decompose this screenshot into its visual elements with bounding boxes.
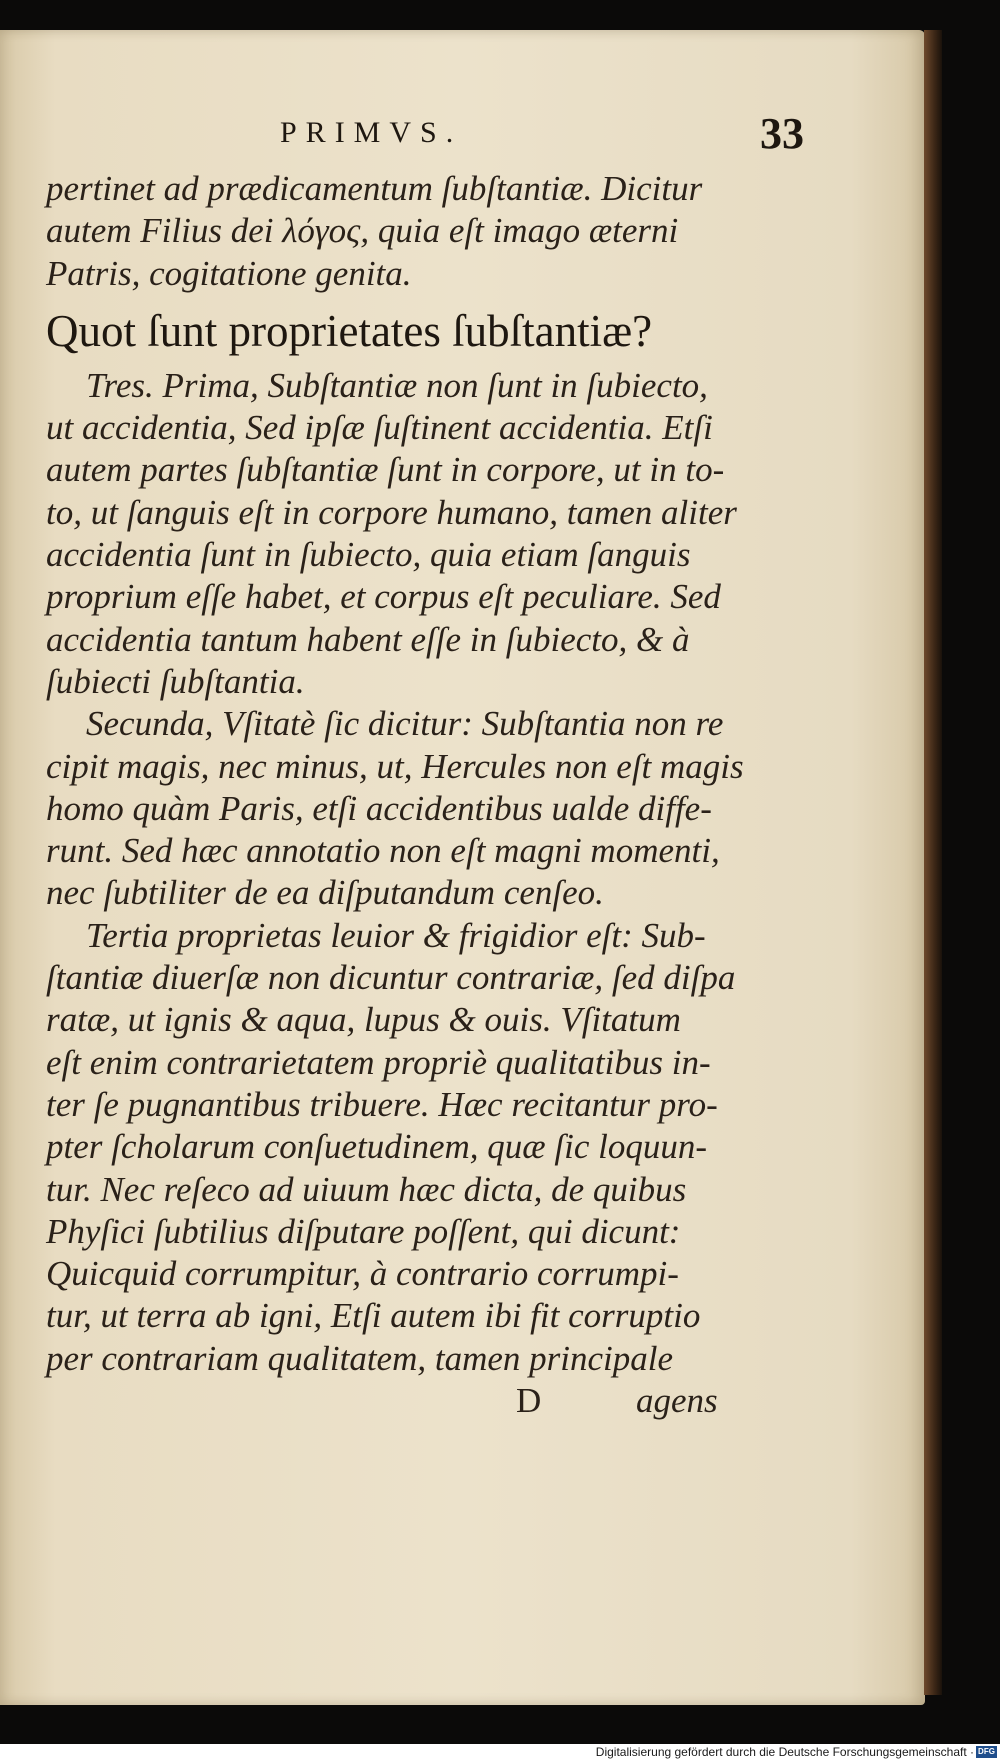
text-line: proprium eſſe habet, et corpus eſt peculiare. Sed <box>46 577 721 617</box>
text-line: Tertia proprietas leuior & frigidior eſt: Sub- <box>86 915 706 955</box>
text-line: eſt enim contrarietatem propriè qualitatibus in- <box>46 1042 711 1082</box>
text-line: ratæ, ut ignis & aqua, lupus & ouis. Vſitatum <box>46 1000 681 1040</box>
text-line: autem partes ſubſtantiæ ſunt in corpore, ut in to- <box>46 450 725 490</box>
text-line: tur, ut terra ab igni, Etſi autem ibi fit corruptio <box>46 1296 701 1336</box>
text-line: cipit magis, nec minus, ut, Hercules non eſt magis <box>46 746 744 786</box>
text-line: nec ſubtiliter de ea diſputandum cenſeo. <box>46 873 604 913</box>
page-text <box>46 168 744 1422</box>
text-line: ſubiecti ſubſtantia. <box>46 661 305 701</box>
signature-mark: D <box>516 1381 542 1421</box>
text-line: homo quàm Paris, etſi accidentibus ualde diffe- <box>46 788 712 828</box>
text-line: Patris, cogitatione genita. <box>46 253 412 293</box>
text-line: runt. Sed hæc annotatio non eſt magni momenti, <box>46 831 720 871</box>
page-foot <box>46 1380 718 1422</box>
section-question-heading: Quot ſunt proprietates ſubſtantiæ? <box>46 305 653 356</box>
text-line: per contrariam qualitatem, tamen principale <box>46 1338 674 1378</box>
text-line: pter ſcholarum conſuetudinem, quæ ſic loquun- <box>46 1127 708 1167</box>
page-number: 33 <box>760 109 804 158</box>
text-line: tur. Nec reſeco ad uiuum hæc dicta, de quibus <box>46 1169 687 1209</box>
text-line: Tres. Prima, Subſtantiæ non ſunt in ſubiecto, <box>86 365 708 405</box>
running-head: PRIMVS. <box>280 116 463 149</box>
text-line: accidentia tantum habent eſſe in ſubiecto, & à <box>46 619 690 659</box>
digitization-footer <box>0 1744 1000 1761</box>
dfg-logo-icon: DFG <box>976 1746 997 1758</box>
text-line: to, ut ſanguis eſt in corpore humano, tamen aliter <box>46 492 737 532</box>
text-line: autem Filius dei λόγος, quia eſt imago æterni <box>46 211 679 251</box>
funding-credit: Digitalisierung gefördert durch die Deutsche Forschungsgemeinschaft · <box>595 1745 974 1759</box>
text-line: Phyſici ſubtilius diſputare poſſent, qui dicunt: <box>46 1211 681 1251</box>
text-line: ut accidentia, Sed ipſæ ſuſtinent accidentia. Etſi <box>46 408 713 448</box>
catchword: agens <box>636 1381 718 1421</box>
text-line: Quicquid corrumpitur, à contrario corrumpi- <box>46 1254 679 1294</box>
text-line: pertinet ad prædicamentum ſubſtantiæ. Dicitur <box>46 169 703 208</box>
text-line: Secunda, Vſitatè ſic dicitur: Subſtantia non re <box>86 704 724 744</box>
book-spine-edge <box>924 30 942 1695</box>
text-line: ter ſe pugnantibus tribuere. Hæc recitantur pro- <box>46 1084 718 1124</box>
text-line: ſtantiæ diuerſæ non dicuntur contrariæ, ſed diſpa <box>46 958 736 998</box>
text-line: accidentia ſunt in ſubiecto, quia etiam ſanguis <box>46 535 691 575</box>
page-header <box>0 109 925 158</box>
